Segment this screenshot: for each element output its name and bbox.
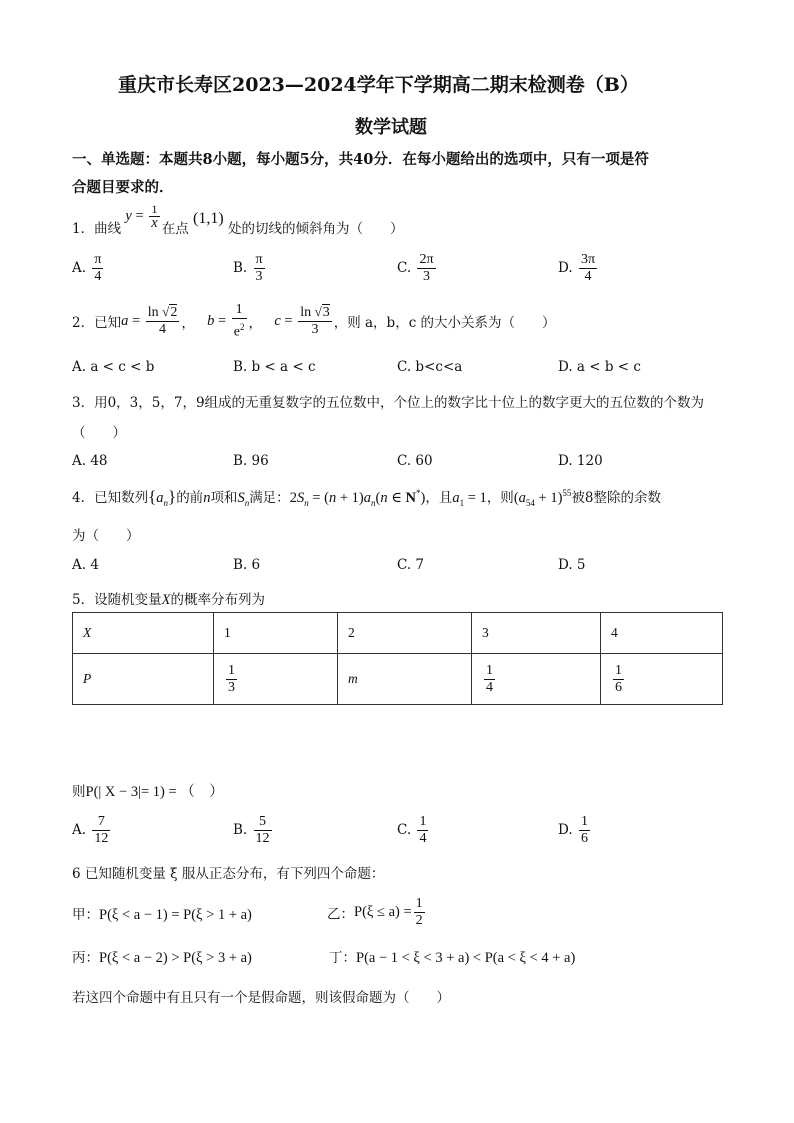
- q5-option-d[interactable]: [558, 814, 592, 847]
- q6-ding-expr: P(a − 1 < ξ < 3 + a) < P(a < ξ < 4 + a): [356, 950, 576, 966]
- q3-option-c[interactable]: C. 60: [397, 453, 433, 469]
- q5-ask-expr: P(| X − 3|= 1) = （ ）: [85, 784, 224, 800]
- q1-option-a-den: 4: [94, 269, 102, 284]
- table-cell: 3: [472, 613, 601, 654]
- q4-mid1: 的前: [176, 490, 204, 506]
- q1-prefix: 1．曲线: [72, 220, 122, 237]
- q5-option-b[interactable]: [233, 814, 274, 847]
- q1-option-b-num: π: [255, 252, 263, 267]
- q6-bing-expr: P(ξ < a − 2) > P(ξ > 3 + a): [99, 950, 252, 966]
- q5-option-c[interactable]: [397, 814, 430, 847]
- q1-option-c-num: 2π: [419, 252, 434, 267]
- q1-option-a[interactable]: [72, 252, 105, 285]
- question-1: [72, 202, 404, 240]
- section-instructions-line1: 一、单选题：本题共8小题，每小题5分，共40分．在每小题给出的选项中，只有一项是符: [72, 151, 649, 168]
- page-subtitle: 数学试题: [355, 117, 427, 138]
- q4-option-b[interactable]: B. 6: [233, 557, 261, 573]
- q6-question: 若这四个命题中有且只有一个是假命题，则该假命题为（ ）: [72, 990, 450, 1006]
- q1-option-c-den: 3: [422, 269, 430, 284]
- q5-option-b-label: B.: [233, 822, 248, 838]
- q2-option-a[interactable]: A. a < c < b: [72, 359, 155, 375]
- table-row: [73, 654, 723, 705]
- q1-option-a-num: π: [94, 252, 102, 267]
- q4-mid2: 项和: [210, 490, 238, 506]
- question-4: 4．已知数列$\{a_n\}$的前n项和$S_n$满足：$2S_n = (n + 1)a_n(n$ ∈ N*)，且$a_1 = 1$，则$(a_{54} + 1)^{55}$被8整除的余数: [72, 487, 662, 508]
- q6-statement-bing: [72, 946, 252, 967]
- distribution-table: [72, 612, 723, 705]
- q1-option-b[interactable]: [233, 252, 267, 285]
- table-cell-x: X: [73, 613, 214, 654]
- q1-mid: 在点: [161, 220, 189, 237]
- q2-option-b[interactable]: B. b < a < c: [233, 359, 316, 375]
- q5-option-c-den: 4: [419, 831, 427, 846]
- q5-option-c-label: C.: [397, 822, 412, 838]
- q1-option-d-num: 3π: [580, 252, 596, 267]
- table-cell-p: P: [73, 654, 214, 705]
- q1-option-d[interactable]: [558, 252, 599, 285]
- q1-option-d-label: D.: [558, 260, 573, 276]
- q5-prefix: 5．设随机变量: [72, 592, 162, 608]
- q6-jia-label: 甲：: [72, 907, 99, 923]
- q5-option-a-den: 12: [94, 831, 109, 846]
- q5-option-d-den: 6: [580, 831, 588, 846]
- q6-statement-yi: 乙：P(ξ ≤ a) = $\frac{1}{2}$: [327, 896, 423, 928]
- q2-option-d[interactable]: D. a < b < c: [558, 359, 641, 375]
- q3-option-b[interactable]: B. 96: [233, 453, 269, 469]
- page-title: 重庆市长寿区2023—2024学年下学期高二期末检测卷（B）: [118, 74, 639, 96]
- table-cell: 2: [338, 613, 472, 654]
- q5-option-d-label: D.: [558, 822, 573, 838]
- section-instructions-line2: 合题目要求的．: [72, 179, 174, 196]
- question-3-line1: 3．用0，3，5，7，9组成的无重复数字的五位数中，个位上的数字比十位上的数字更大的五位数的个数为: [72, 395, 705, 411]
- q4-option-c[interactable]: C. 7: [397, 557, 425, 573]
- q1-option-d-den: 4: [584, 269, 592, 284]
- q1-curve: y = $\frac{1}{x}$: [125, 202, 158, 231]
- q1-option-b-label: B.: [233, 260, 248, 276]
- q3-option-a[interactable]: A. 48: [72, 453, 108, 469]
- q6-yi-expr: P(ξ ≤ a) =: [354, 904, 412, 920]
- q1-option-c-label: C.: [397, 260, 412, 276]
- q1-option-c[interactable]: [397, 252, 438, 285]
- table-row: [73, 613, 723, 654]
- q1-option-a-label: A.: [72, 260, 87, 276]
- q5-option-d-num: 1: [580, 814, 588, 829]
- q5-option-a[interactable]: [72, 814, 112, 847]
- table-cell: $\frac{1}{4}$: [472, 654, 601, 705]
- q2-suffix: ，则 a，b，c 的大小关系为（ ）: [333, 315, 556, 332]
- q5-ask: [72, 780, 224, 801]
- table-cell: $\frac{1}{6}$: [601, 654, 723, 705]
- q4-suffix: 被8整除的余数: [571, 490, 662, 506]
- q4-mid4: ，且: [425, 490, 453, 506]
- q2-option-c[interactable]: C. b<c<a: [397, 359, 463, 375]
- q2-prefix: 2．已知: [72, 315, 122, 332]
- table-cell: $\frac{1}{3}$: [214, 654, 338, 705]
- q4-option-d[interactable]: D. 5: [558, 557, 586, 573]
- q5-option-b-den: 12: [255, 831, 270, 846]
- table-cell: 4: [601, 613, 723, 654]
- q4-mid3: 满足：: [249, 490, 290, 506]
- q1-suffix: 处的切线的倾斜角为（ ）: [227, 220, 404, 237]
- q4-option-a[interactable]: A. 4: [72, 557, 99, 573]
- question-2: 2．已知a = $\frac{\ln √2}{4}$ ， b = $\frac{1}{e^2}$ ， c = $\frac{\ln √3}{3}$ ，则 a，b，c 的大小关系为（ ）: [72, 302, 556, 340]
- q3-option-d[interactable]: D. 120: [558, 453, 603, 469]
- question-5: 5．设随机变量X的概率分布列为: [72, 592, 265, 608]
- table-cell-m: m: [338, 654, 472, 705]
- q4-mid5: ，则: [486, 490, 514, 506]
- q5-option-a-num: 7: [92, 814, 110, 831]
- q5-option-a-label: A.: [72, 822, 87, 838]
- q5-suffix: 的概率分布列为: [170, 592, 265, 608]
- q6-yi-label: 乙：: [327, 906, 354, 923]
- q6-jia-expr: P(ξ < a − 1) = P(ξ > 1 + a): [99, 907, 252, 923]
- q4-prefix: 4．已知数列: [72, 490, 149, 506]
- q6-bing-label: 丙：: [72, 950, 99, 966]
- question-4-line2: 为（ ）: [72, 528, 140, 544]
- table-cell: 1: [214, 613, 338, 654]
- question-6: 6 已知随机变量 ξ 服从正态分布，有下列四个命题：: [72, 866, 385, 882]
- q5-ask-prefix: 则: [72, 784, 86, 800]
- q6-ding-label: 丁：: [329, 950, 356, 966]
- q5-option-c-num: 1: [419, 814, 427, 829]
- question-3-line2: （ ）: [72, 425, 126, 441]
- q1-option-b-den: 3: [255, 269, 263, 284]
- q6-statement-ding: [329, 946, 575, 967]
- q6-statement-jia: [72, 903, 252, 924]
- q1-point: (1,1): [193, 209, 224, 227]
- q5-option-b-num: 5: [254, 814, 272, 831]
